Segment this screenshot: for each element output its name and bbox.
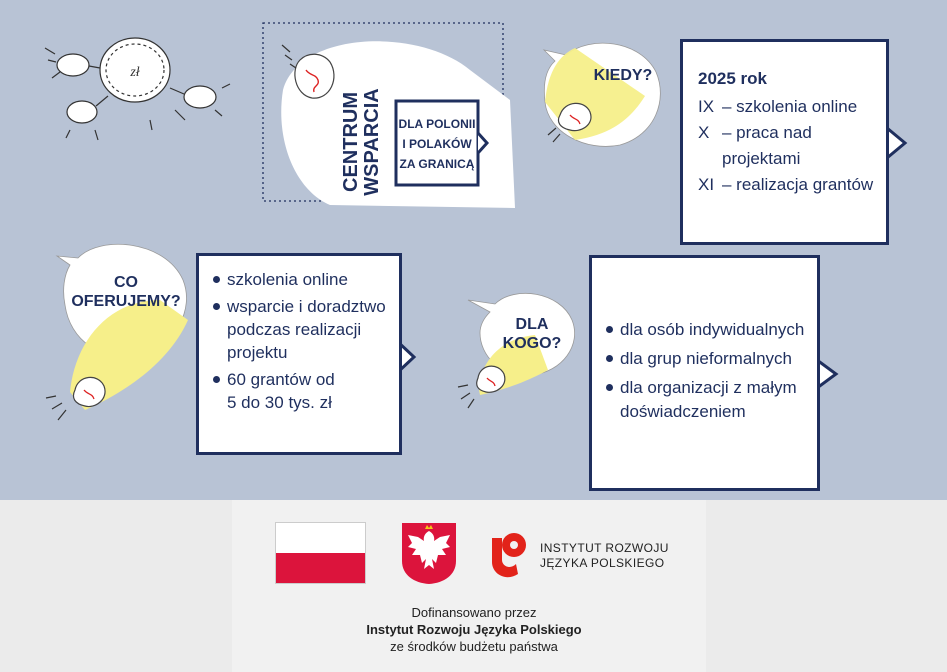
offer-item: 60 grantów od 5 do 30 tys. zł — [213, 368, 337, 414]
when-question: KIEDY? — [593, 67, 653, 84]
center-sub-line3: ZA GRANICĄ — [399, 157, 475, 171]
offer-question-line1: CO — [114, 274, 138, 291]
offer-list — [213, 268, 389, 414]
when-text: – szkolenia online — [722, 97, 858, 116]
when-box — [680, 39, 889, 245]
center-title-line2: WSPARCIA — [361, 88, 383, 196]
offer-item: szkolenia online — [213, 268, 389, 291]
coin-bulbs-icon — [45, 38, 230, 140]
center-title — [341, 87, 385, 197]
whom-item: dla osób indywidualnych — [606, 318, 809, 342]
whom-item: dla organizacji z małym doświadczeniem — [606, 376, 809, 424]
offer-item: wsparcie i doradztwo podczas realizacji projektu — [213, 295, 389, 364]
whom-question-line2: KOGO? — [502, 335, 562, 352]
center-subtitle — [398, 114, 476, 174]
when-text: – realizacja grantów — [722, 175, 874, 194]
whom-item: dla grup nieformalnych — [606, 347, 809, 371]
whom-question — [502, 315, 562, 353]
whom-list — [606, 318, 809, 424]
whom-box — [589, 255, 820, 491]
funding-line1: Dofinansowano przez — [411, 605, 537, 620]
center-sub-line2: I POLAKÓW — [402, 137, 472, 151]
irjp-logo-icon — [488, 530, 532, 580]
polish-flag — [275, 522, 366, 584]
bulb-icon-whom — [458, 366, 505, 408]
when-month: X — [698, 123, 710, 142]
irjp-logo-text — [540, 541, 669, 571]
funding-line3: ze środków budżetu państwa — [390, 639, 558, 654]
when-item — [698, 94, 886, 120]
logo-line1: INSTYTUT ROZWOJU — [540, 541, 669, 555]
when-item — [698, 172, 886, 198]
coin-label: zł — [130, 65, 140, 80]
when-month: IX — [698, 97, 715, 116]
center-title-line1: CENTRUM — [340, 92, 362, 192]
when-year: 2025 rok — [698, 69, 767, 88]
coat-of-arms-icon — [400, 521, 458, 585]
when-month: XI — [698, 175, 715, 194]
center-sub-line1: DLA POLONII — [398, 117, 476, 131]
funding-note — [262, 604, 686, 655]
funding-line2: Instytut Rozwoju Języka Polskiego — [366, 622, 582, 637]
offer-question — [70, 273, 182, 311]
offer-box — [196, 253, 402, 455]
logo-line2: JĘZYKA POLSKIEGO — [540, 556, 665, 570]
whom-question-line1: DLA — [515, 316, 549, 333]
when-text: – praca nad projektami — [722, 123, 812, 168]
when-box-arrow — [887, 128, 905, 158]
offer-question-line2: OFERUJEMY? — [71, 293, 181, 310]
when-item — [698, 120, 886, 172]
